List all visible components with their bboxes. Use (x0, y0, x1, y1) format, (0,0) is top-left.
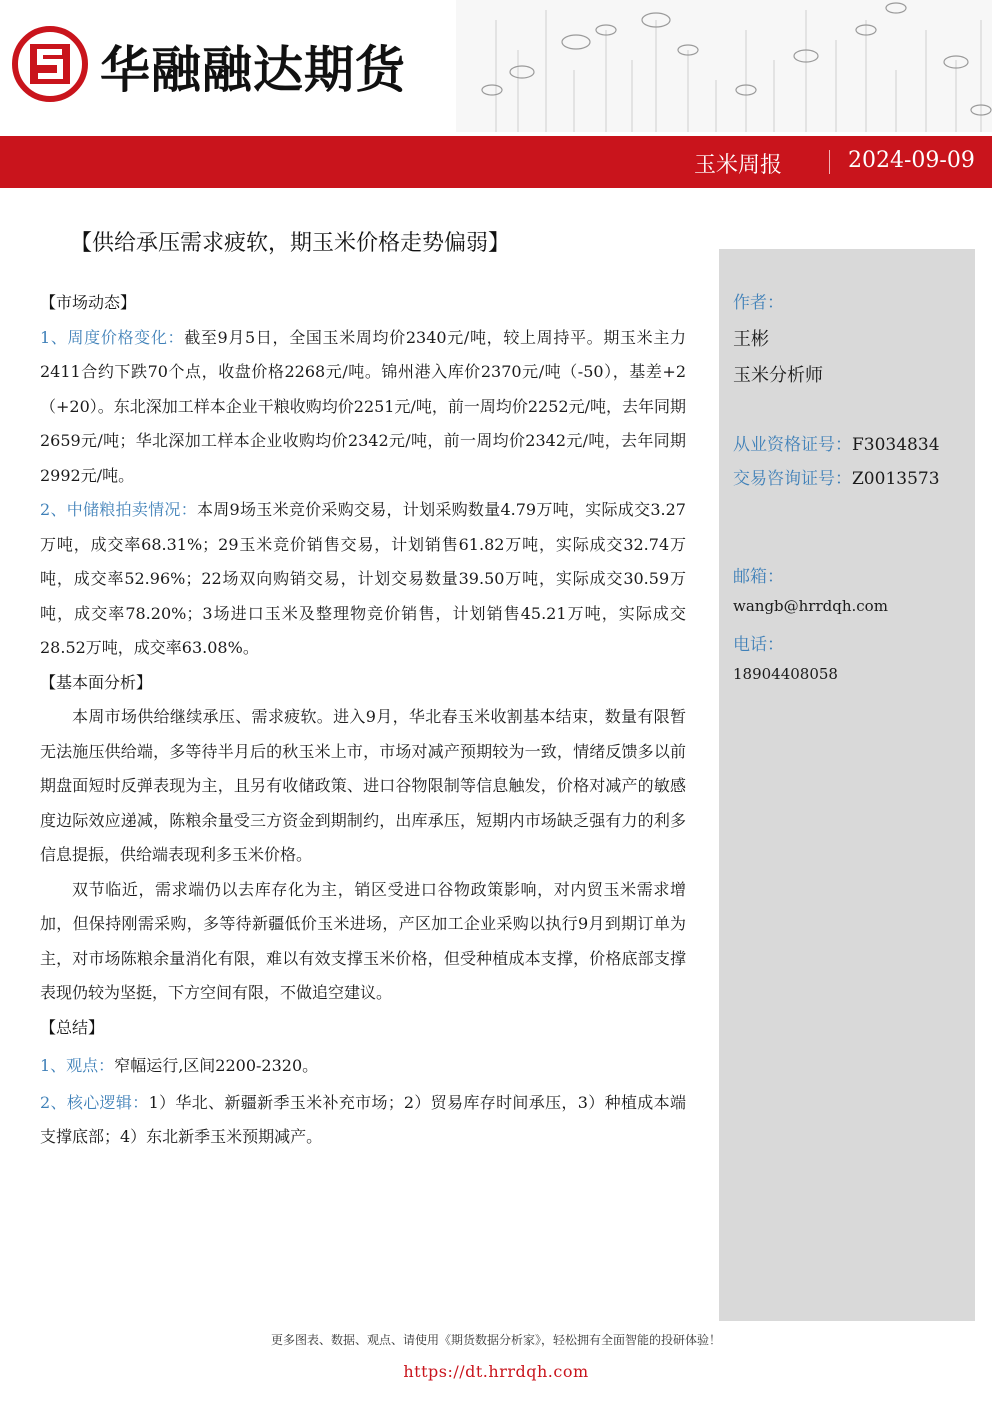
consult-line (733, 464, 940, 489)
qualification-number: F3034834 (852, 435, 940, 455)
qualification-label: 从业资格证号： (733, 435, 852, 455)
consult-number: Z0013573 (852, 469, 940, 489)
phone-label: 电话： (733, 635, 784, 655)
item-label: 1、观点： (40, 1056, 115, 1075)
market-item-auction (40, 493, 686, 666)
item-text: 本周9场玉米竞价采购交易，计划采购数量4.79万吨，实际成交3.27万吨，成交率68.31%；29玉米竞价销售交易，计划销售61.82万吨，实际成交32.74万吨，成交率52.96%；22场双向购销交易，计划交易数量39.50万吨，实际成交30.59万吨，成交率78.20%；3场进口玉米及整理物竞价销售，计划销售45.21万吨，实际成交28.52万吨，成交率63.08%。 (40, 500, 686, 657)
item-label: 2、核心逻辑： (40, 1092, 149, 1112)
section-heading-fundamental: 【基本面分析】 (40, 672, 153, 692)
company-name: 华融融达期货 (100, 41, 406, 99)
author-sidebar (719, 249, 975, 1321)
report-body (40, 286, 686, 1155)
summary-item-view (40, 1049, 686, 1084)
page-header (0, 0, 992, 132)
item-text: 截至9月5日，全国玉米周均价2340元/吨，较上周持平。期玉米主力2411合约下跌70个点，收盘价格2268元/吨。锦州港入库价2370元/吨（-50），基差+2（+20）。东北深加工样本企业干粮收购均价2251元/吨，前一周均价2252元/吨，去年同期2659元/吨；华北深加工样本企业收购均价2342元/吨，前一周均价2342元/吨，去年同期2992元/吨。 (40, 327, 686, 485)
company-logo-icon (12, 26, 88, 102)
author-name: 王彬 (733, 329, 769, 350)
email-value[interactable]: wangb@hrrdqh.com (733, 597, 888, 615)
section-heading-summary: 【总结】 (40, 1017, 105, 1037)
report-date: 2024-09-09 (848, 148, 975, 173)
phone-value: 18904408058 (733, 665, 838, 683)
fundamental-paragraph: 本周市场供给继续承压、需求疲软。进入9月，华北春玉米收割基本结束，数量有限暂无法施压供给端，多等待半月后的秋玉米上市，市场对减产预期较为一致，情绪反馈多以前期盘面短时反弹表现为主，且另有收储政策、进口谷物限制等信息触发，价格对减产的敏感度边际效应递减，陈粮余量受三方资金到期制约，出库承压，短期内市场缺乏强有力的利多信息提振，供给端表现利多玉米价格。 (40, 707, 686, 864)
title-bar-divider (829, 150, 830, 174)
footer-link[interactable]: https://dt.hrrdqh.com (403, 1362, 589, 1381)
section-heading-market: 【市场动态】 (40, 293, 137, 312)
qualification-line (733, 430, 940, 455)
item-label: 2、中储粮拍卖情况： (40, 500, 197, 519)
fundamental-paragraph: 双节临近，需求端仍以去库存化为主，销区受进口谷物政策影响，对内贸玉米需求增加，但保持刚需采购，多等待新疆低价玉米进场，产区加工企业采购以执行9月到期订单为主，对市场陈粮余量消化有限，难以有效支撑玉米价格，但受种植成本支撑，价格底部支撑表现仍较为坚挺，下方空间有限，不做追空建议。 (40, 879, 686, 1002)
report-headline: 【供给承压需求疲软，期玉米价格走势偏弱】 (70, 231, 511, 256)
summary-item-logic (40, 1086, 686, 1155)
author-title: 玉米分析师 (733, 365, 823, 386)
item-label: 1、周度价格变化： (40, 327, 185, 347)
header-decoration (456, 0, 992, 132)
item-text: 窄幅运行,区间2200-2320。 (114, 1056, 319, 1075)
consult-label: 交易咨询证号： (733, 469, 852, 489)
footer-note: 更多图表、数据、观点、请使用《期货数据分析家》，轻松拥有全面智能的投研体验！ (270, 1333, 721, 1347)
item-text: 1）华北、新疆新季玉米补充市场；2）贸易库存时间承压，3）种植成本端支撑底部；4）东北新季玉米预期减产。 (40, 1092, 686, 1146)
email-label: 邮箱： (733, 567, 784, 587)
report-type: 玉米周报 (694, 153, 783, 178)
author-label: 作者： (733, 293, 784, 313)
market-item-price (40, 321, 686, 494)
title-bar (0, 136, 992, 188)
